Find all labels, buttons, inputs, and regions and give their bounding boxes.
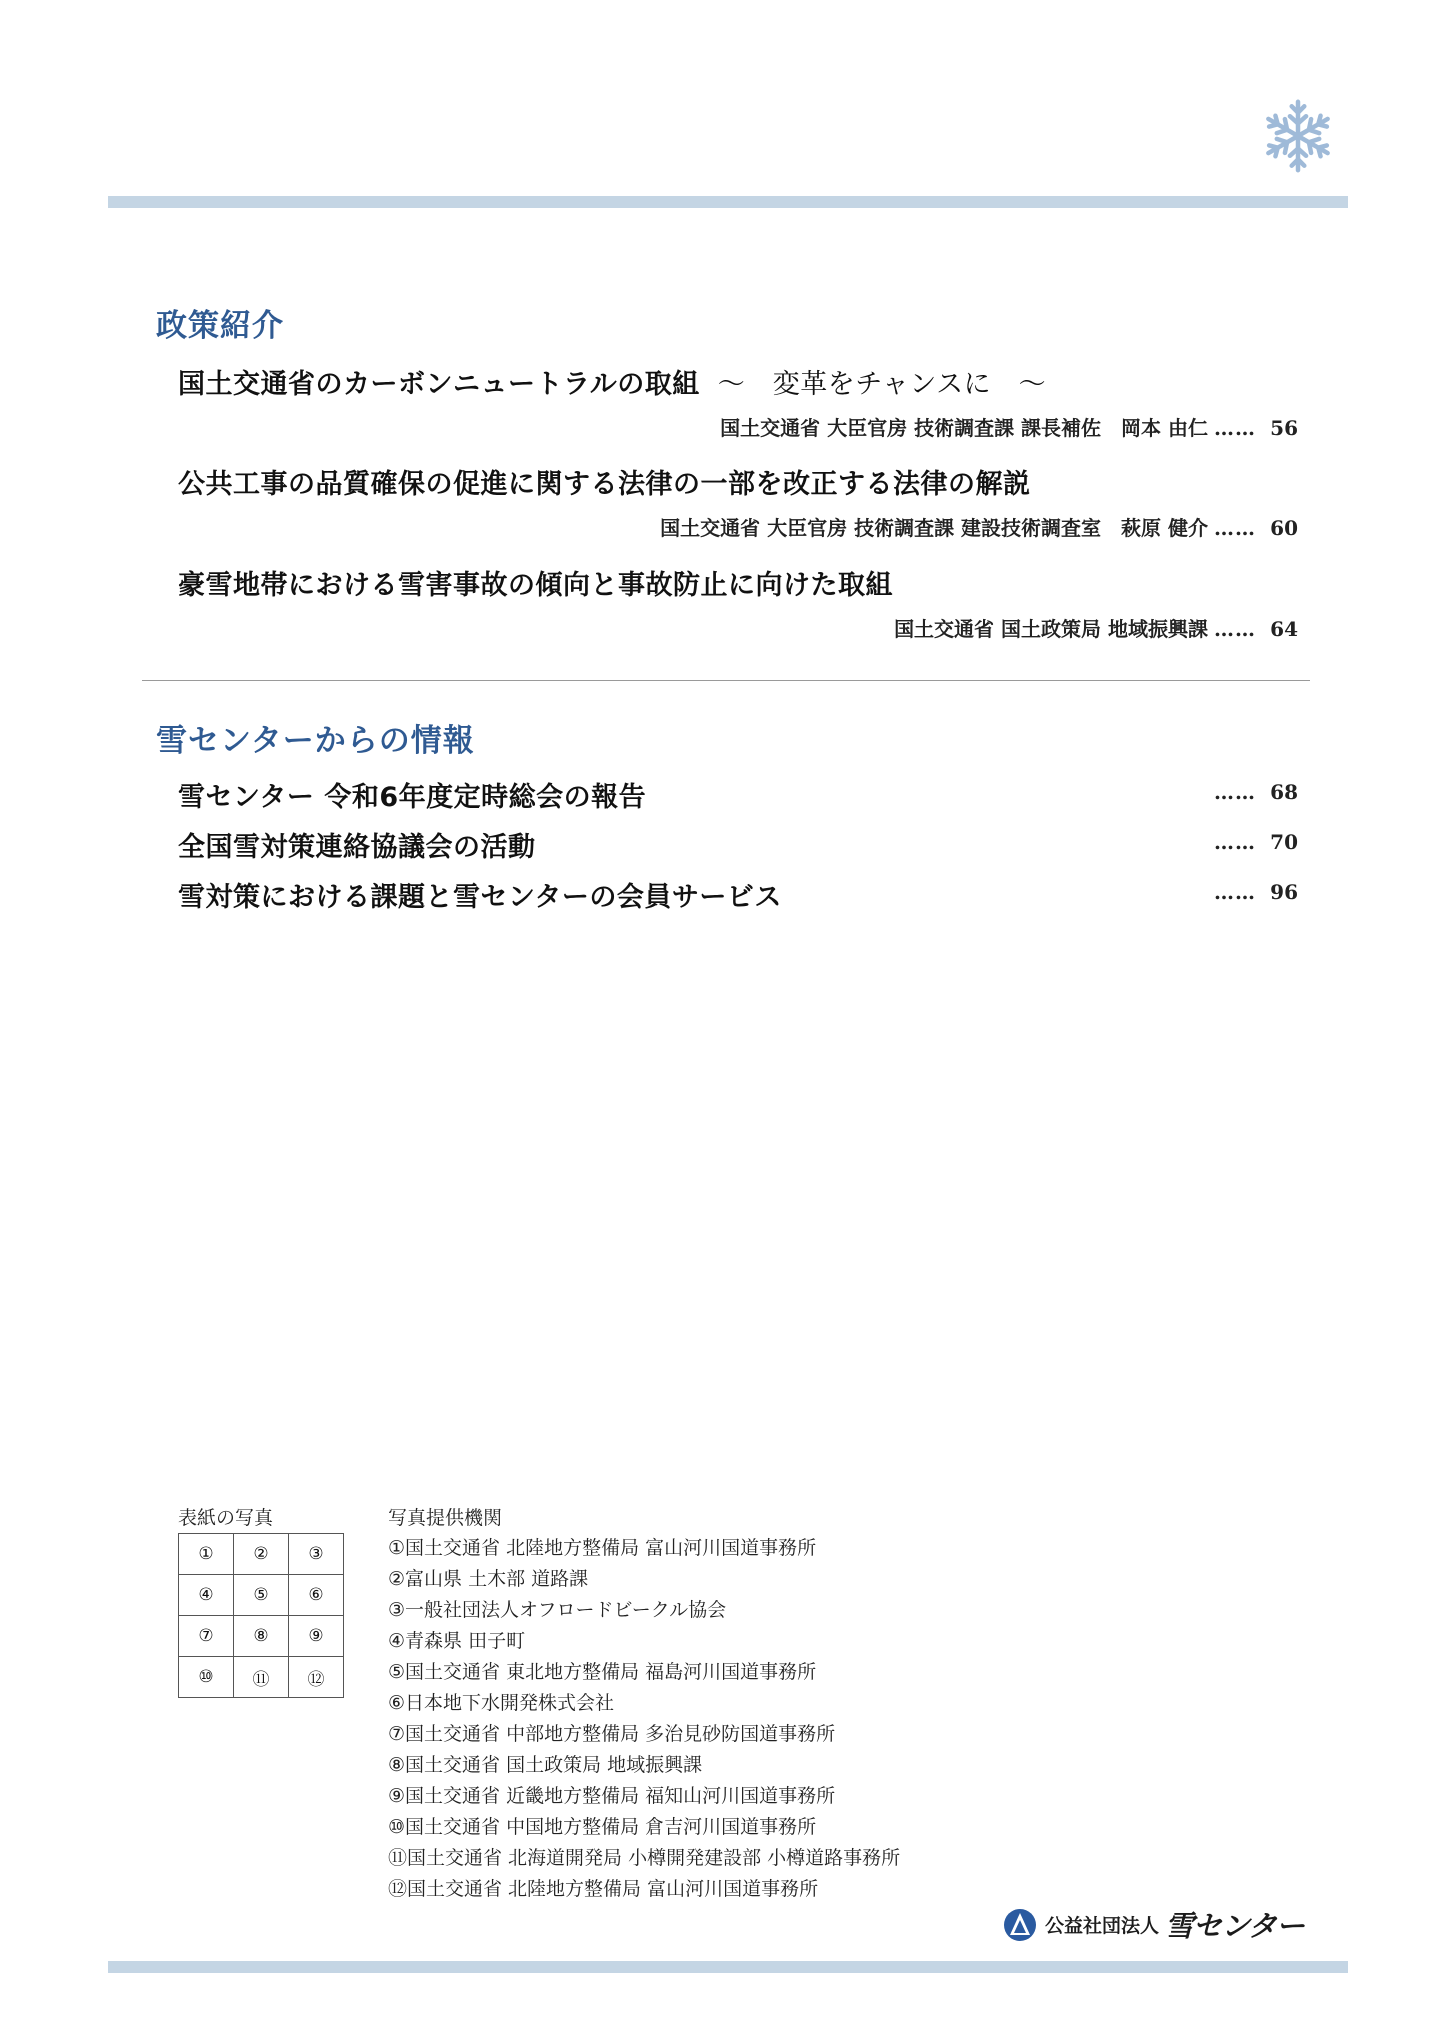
toc-entry-title[interactable]: 雪対策における課題と雪センターの会員サービス (178, 882, 782, 913)
snow-center-logo (1003, 1904, 1304, 1945)
credit-item: ⑦国土交通省 中部地方整備局 多治見砂防国道事務所 (388, 1723, 836, 1745)
page-number: 68 (1270, 780, 1298, 804)
grid-cell: ⑤ (233, 1575, 288, 1616)
leader-dots: …… (1214, 617, 1256, 641)
leader-dots: …… (1214, 516, 1256, 540)
cover-photo-grid (178, 1533, 344, 1698)
toc-entry-title[interactable]: 雪センター 令和6年度定時総会の報告 (178, 782, 647, 813)
credit-item: ⑩国土交通省 中国地方整備局 倉吉河川国道事務所 (388, 1816, 817, 1838)
grid-cell: ⑪ (233, 1657, 288, 1698)
logo-mark-icon (1003, 1908, 1037, 1942)
credit-item: ⑥日本地下水開発株式会社 (388, 1692, 615, 1714)
toc-entry-author (720, 412, 1298, 441)
toc-entry-subtitle: ～ 変革をチャンスに ～ (717, 369, 1047, 400)
page-number: 96 (1270, 880, 1298, 904)
author-name: 国土交通省 国土政策局 地域振興課 (894, 617, 1208, 641)
cover-photo-label: 表紙の写真 (178, 1507, 274, 1529)
grid-cell: ⑩ (179, 1657, 234, 1698)
toc-entry-page (1208, 880, 1298, 904)
page-number: 70 (1270, 830, 1298, 854)
credit-item: ⑨国土交通省 近畿地方整備局 福知山河川国道事務所 (388, 1785, 836, 1807)
section-title-snow-center: 雪センターからの情報 (156, 723, 475, 759)
toc-entry-title-text: 公共工事の品質確保の促進に関する法律の一部を改正する法律の解説 (178, 469, 1031, 500)
top-rule-bar (108, 196, 1348, 208)
credit-item: ②富山県 土木部 道路課 (388, 1568, 589, 1590)
grid-cell: ① (179, 1534, 234, 1575)
toc-entry-title[interactable] (178, 462, 1031, 501)
credit-item: ⑪国土交通省 北海道開発局 小樽開発建設部 小樽道路事務所 (388, 1847, 901, 1869)
grid-cell: ⑧ (233, 1616, 288, 1657)
toc-entry-title-text: 豪雪地帯における雪害事故の傾向と事故防止に向けた取組 (178, 570, 893, 601)
leader-dots: …… (1214, 416, 1256, 440)
grid-cell: ④ (179, 1575, 234, 1616)
grid-cell: ⑨ (288, 1616, 343, 1657)
leader-dots: …… (1214, 880, 1256, 904)
photo-credits-list (388, 1533, 900, 1905)
credit-item: ⑤国土交通省 東北地方整備局 福島河川国道事務所 (388, 1661, 817, 1683)
leader-dots: …… (1214, 830, 1256, 854)
snowflake-icon (1262, 96, 1334, 176)
toc-entry-page (1208, 830, 1298, 854)
logo-org-type: 公益社団法人 (1045, 1915, 1160, 1937)
credit-item: ①国土交通省 北陸地方整備局 富山河川国道事務所 (388, 1537, 817, 1559)
toc-entry-author (894, 613, 1298, 642)
grid-cell: ② (233, 1534, 288, 1575)
credit-item: ③一般社団法人オフロードビークル協会 (388, 1599, 727, 1621)
toc-entry-author (660, 512, 1298, 541)
page-number: 60 (1270, 516, 1298, 540)
logo-brand-name: 雪センター (1165, 1909, 1304, 1943)
photo-credits-heading: 写真提供機関 (388, 1507, 503, 1529)
toc-entry-title[interactable] (178, 563, 893, 602)
page-number: 64 (1270, 617, 1298, 641)
toc-entry-title[interactable]: 全国雪対策連絡協議会の活動 (178, 832, 536, 863)
grid-cell: ③ (288, 1534, 343, 1575)
credit-item: ⑧国土交通省 国土政策局 地域振興課 (388, 1754, 703, 1776)
toc-entry-title-text: 国土交通省のカーボンニュートラルの取組 (178, 369, 700, 400)
leader-dots: …… (1214, 780, 1256, 804)
toc-entry-page (1208, 780, 1298, 804)
author-name: 国土交通省 大臣官房 技術調査課 建設技術調査室 萩原 健介 (660, 516, 1208, 540)
author-name: 国土交通省 大臣官房 技術調査課 課長補佐 岡本 由仁 (720, 416, 1208, 440)
grid-cell: ⑥ (288, 1575, 343, 1616)
bottom-rule-bar (108, 1961, 1348, 1973)
section-divider (142, 680, 1310, 681)
section-title-policy: 政策紹介 (156, 308, 284, 344)
credit-item: ④青森県 田子町 (388, 1630, 526, 1652)
grid-cell: ⑫ (288, 1657, 343, 1698)
credit-item: ⑫国土交通省 北陸地方整備局 富山河川国道事務所 (388, 1878, 819, 1900)
toc-entry-title[interactable] (178, 362, 1046, 401)
grid-cell: ⑦ (179, 1616, 234, 1657)
page-number: 56 (1270, 416, 1298, 440)
